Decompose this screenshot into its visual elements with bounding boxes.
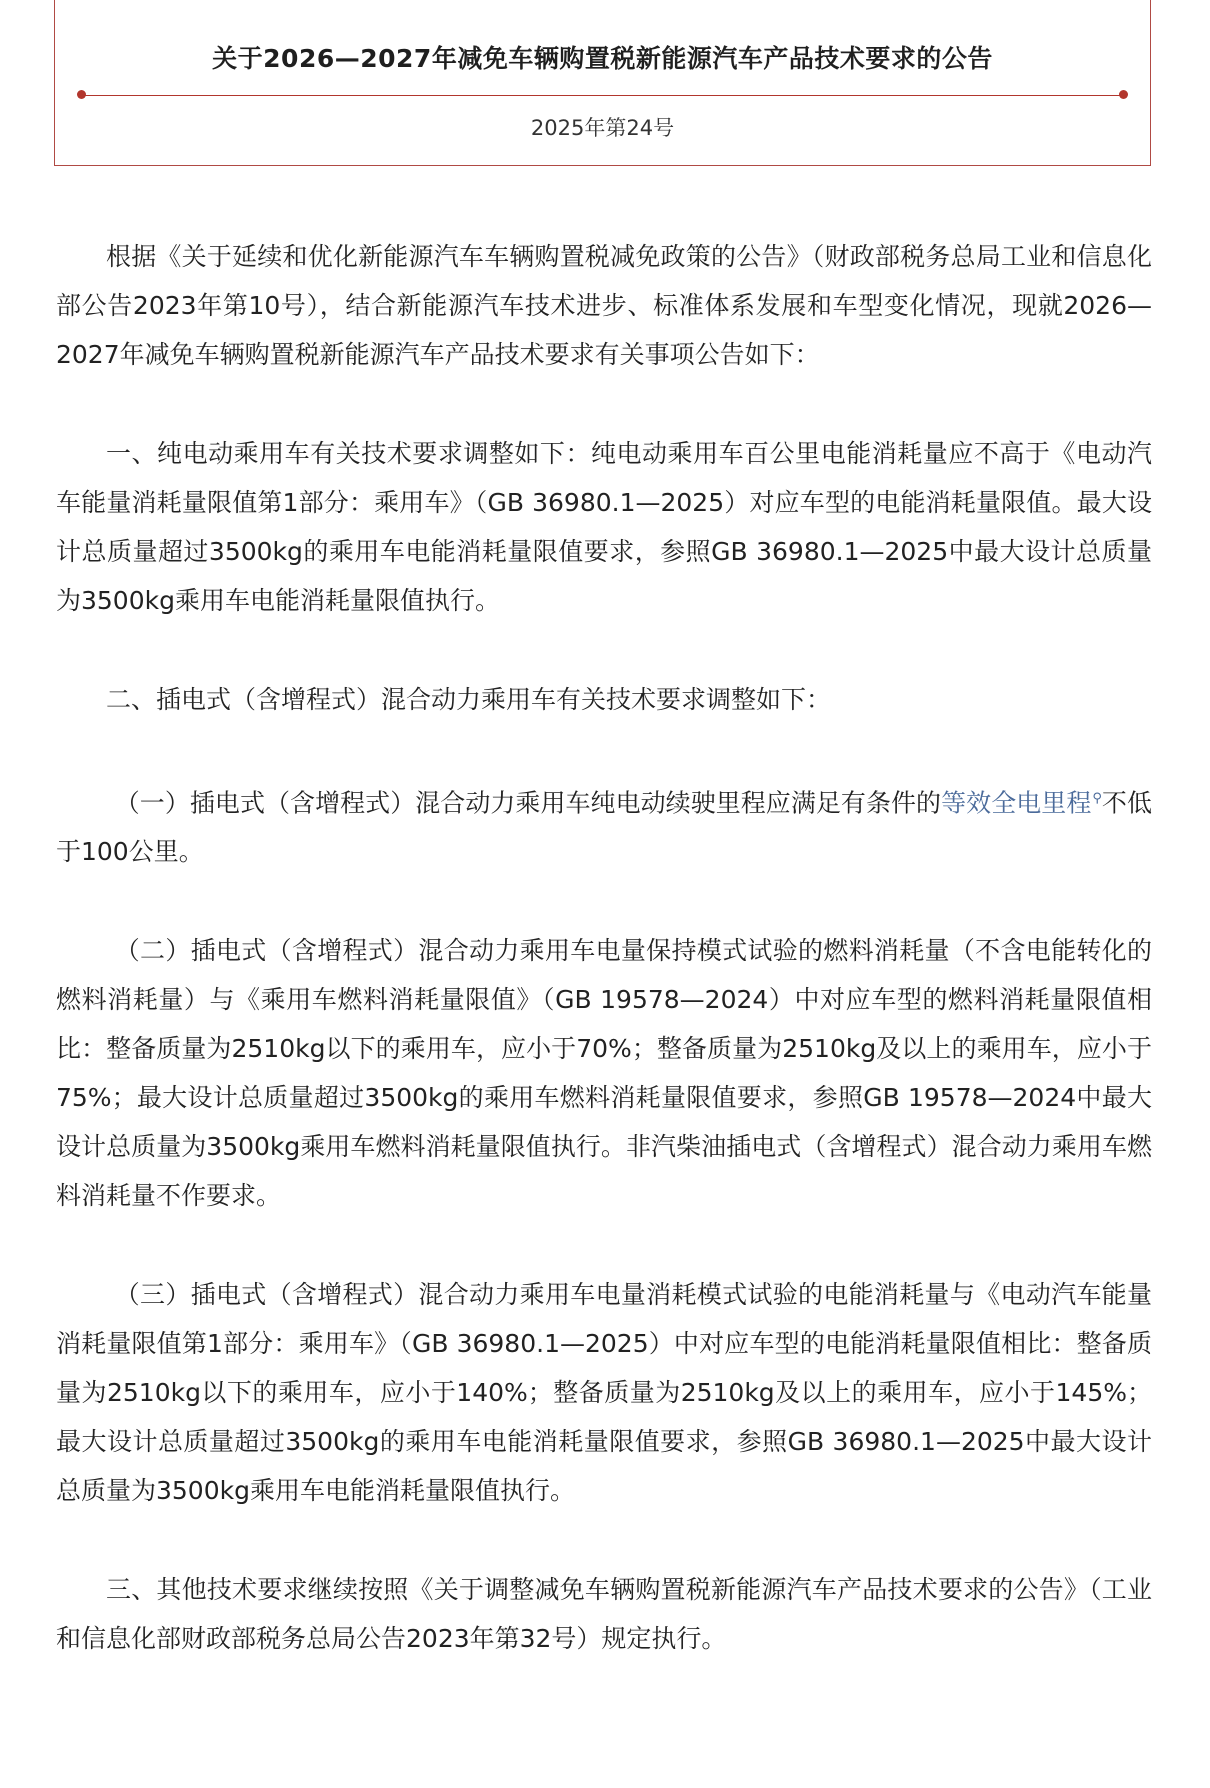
search-icon[interactable]: ⚲ (1092, 791, 1102, 806)
announcement-body (56, 232, 1152, 1713)
divider-dot-right (1119, 90, 1128, 99)
item-3-paragraph: （三）插电式（含增程式）混合动力乘用车电量消耗模式试验的电能消耗量与《电动汽车能量消耗量限值第1部分：乘用车》（GB 36980.1—2025）中对应车型的电能消耗量限值相比：整备质量为2510kg以下的乘用车，应小于140%；整备质量为2510kg及以上的乘用车，应小于145%；最大设计总质量超过3500kg的乘用车电能消耗量限值要求，参照GB 36980.1—2025中最大设计总质量为3500kg乘用车电能消耗量限值执行。 (56, 1280, 1152, 1506)
announcement-header (54, 0, 1151, 166)
equivalent-all-electric-range-link[interactable]: 等效全电里程 (941, 788, 1092, 818)
section-1-paragraph: 一、纯电动乘用车有关技术要求调整如下：纯电动乘用车百公里电能消耗量应不高于《电动汽车能量消耗量限值第1部分：乘用车》（GB 36980.1—2025）对应车型的电能消耗量限值。最大设计总质量超过3500kg的乘用车电能消耗量限值要求，参照GB 36980.1—2025中最大设计总质量为3500kg乘用车电能消耗量限值执行。 (56, 439, 1152, 615)
item-1-text-after: 不低于100公里。 (56, 788, 1152, 867)
item-1-paragraph (56, 774, 1152, 876)
document-number: 2025年第24号 (530, 116, 675, 140)
title-divider (81, 95, 1124, 96)
item-2-paragraph: （二）插电式（含增程式）混合动力乘用车电量保持模式试验的燃料消耗量（不含电能转化的燃料消耗量）与《乘用车燃料消耗量限值》（GB 19578—2024）中对应车型的燃料消耗量限值相比：整备质量为2510kg以下的乘用车，应小于70%；整备质量为2510kg及以上的乘用车，应小于75%；最大设计总质量超过3500kg的乘用车燃料消耗量限值要求，参照GB 19578—2024中最大设计总质量为3500kg乘用车燃料消耗量限值执行。非汽柴油插电式（含增程式）混合动力乘用车燃料消耗量不作要求。 (56, 936, 1152, 1211)
page-title: 关于2026—2027年减免车辆购置税新能源汽车产品技术要求的公告 (212, 44, 993, 73)
intro-paragraph: 根据《关于延续和优化新能源汽车车辆购置税减免政策的公告》（财政部税务总局工业和信息化部公告2023年第10号），结合新能源汽车技术进步、标准体系发展和车型变化情况，现就2026—2027年减免车辆购置税新能源汽车产品技术要求有关事项公告如下： (56, 242, 1152, 369)
item-1-text-before: （一）插电式（含增程式）混合动力乘用车纯电动续驶里程应满足有条件的 (114, 788, 942, 818)
section-3-paragraph: 三、其他技术要求继续按照《关于调整减免车辆购置税新能源汽车产品技术要求的公告》（工业和信息化部财政部税务总局公告2023年第32号）规定执行。 (56, 1575, 1152, 1654)
section-2-heading: 二、插电式（含增程式）混合动力乘用车有关技术要求调整如下： (106, 685, 832, 714)
